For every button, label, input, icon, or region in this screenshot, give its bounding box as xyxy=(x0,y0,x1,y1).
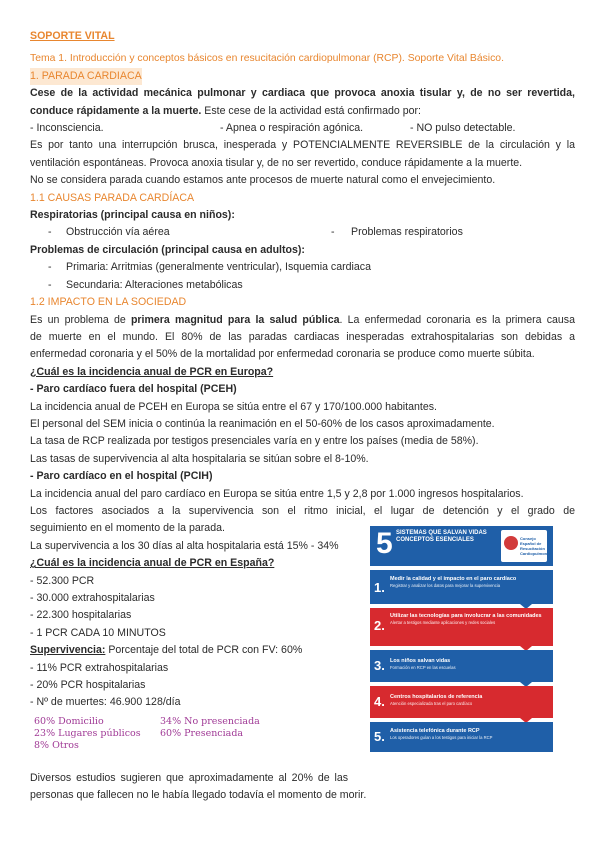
superv-item: - 11% PCR extrahospitalarias xyxy=(30,661,169,674)
sign-item: - Inconsciencia. xyxy=(30,122,104,135)
hand-note: 8% Otros xyxy=(34,739,79,751)
superv-item: - Nº de muertes: 46.900 128/día xyxy=(30,696,181,709)
final-line: personas que fallecen no le había llegado todavía el momento de morir. xyxy=(30,789,367,802)
section-1-paragraph xyxy=(30,85,575,120)
tema-title: Tema 1. Introducción y conceptos básicos en resucitación cardiopulmonar (RCP). Soporte Vital Básico. xyxy=(30,53,504,65)
sign-item: - NO pulso detectable. xyxy=(410,122,516,135)
infographic-step: 2. Utilizar las tecnologías para involucrar a las comunidades Alertar a testigos mediante aplicaciones y redes sociales xyxy=(370,608,553,646)
list-item: - Secundaria: Alteraciones metabólicas xyxy=(48,278,243,291)
resp-list: - Obstrucción vía aérea - Problemas respiratorios xyxy=(30,224,575,241)
infographic-5-systems xyxy=(370,526,553,752)
infographic-title: SISTEMAS QUE SALVAN VIDAS CONCEPTOS ESENCIALES xyxy=(396,530,487,543)
section-1-1-title: 1.1 CAUSAS PARADA CARDÍACA xyxy=(30,191,195,204)
question-europa: ¿Cuál es la incidencia anual de PCR en Europa? xyxy=(30,365,274,378)
logo-text: Consejo Español de Resucitación Cardiopulmonar xyxy=(520,536,551,556)
infographic-header xyxy=(370,526,553,566)
supervivencia-line: Supervivencia: Porcentaje del total de PCR con FV: 60% xyxy=(30,644,303,657)
section-1-title: 1. PARADA CARDIACA xyxy=(30,68,142,85)
pceh-line: La incidencia anual de PCEH en Europa se sitúa entre el 67 y 170/100.000 habitantes. xyxy=(30,400,437,413)
signs-row xyxy=(30,120,575,137)
infographic-step: 1. Medir la calidad y el impacto en el paro cardíaco Registrar y analizar los datos para mejorar la supervivencia xyxy=(370,570,553,604)
infographic-step: 3. Los niños salvan vidas Formación en RCP en las escuelas xyxy=(370,650,553,682)
resp-title: Respiratorias (principal causa en niños): xyxy=(30,209,235,222)
section-1-2-title: 1.2 IMPACTO EN LA SOCIEDAD xyxy=(30,296,187,309)
superv-item: - 20% PCR hospitalarias xyxy=(30,679,146,692)
hand-note: 60% Presenciada xyxy=(160,727,244,739)
paragraph-line: enfermedad coronaria y el 50% de la mortalidad por enfermedad coronaria se produce como muerte súbita. xyxy=(30,348,535,361)
pcih-line: La supervivencia a los 30 días al alta hospitalaria está 15% - 34% xyxy=(30,539,339,552)
hand-note: 23% Lugares públicos xyxy=(34,727,141,739)
pceh-line: Las tasas de supervivencia al alta hospitalaria se sitúan sobre el 8-10%. xyxy=(30,452,369,465)
document-heading: SOPORTE VITAL xyxy=(30,30,115,42)
final-line: Diversos estudios sugieren que aproximadamente al 20% de las xyxy=(30,771,349,784)
paragraph-line: Es por tanto una interrupción brusca, inesperada y POTENCIALMENTE REVERSIBLE de la circulación y la xyxy=(30,139,575,152)
pcih-line: Los factores asociados a la supervivencia son el ritmo inicial, el lugar de detención y el grado de xyxy=(30,504,575,517)
list-item: Obstrucción vía aérea xyxy=(66,226,170,239)
paragraph-line: ventilación espontáneas. Provoca anoxia tisular y, de no ser revertido, conduce rápidamente a la muerte. xyxy=(30,156,523,169)
infographic-number: 5 xyxy=(376,527,393,560)
sign-item: - Apnea o respiración agónica. xyxy=(220,122,364,135)
infographic-step: 4. Centros hospitalarios de referencia Atención especializada tras el paro cardíaco xyxy=(370,686,553,718)
pcih-line: seguimiento en el momento de la parada. xyxy=(30,522,225,535)
list-item: - Primaria: Arritmias (generalmente ventricular), Isquemia cardiaca xyxy=(48,261,371,274)
hand-note: 60% Domicilio xyxy=(34,715,104,727)
question-espana: ¿Cuál es la incidencia anual de PCR en España? xyxy=(30,557,275,570)
definition-bold: Cese de la actividad mecánica pulmonar y cardiaca que provoca anoxia tisular y, de no ser revertida, conduce rápidamente a la muerte. xyxy=(30,87,575,117)
espana-item: - 22.300 hospitalarias xyxy=(30,609,132,622)
pceh-line: La tasa de RCP realizada por testigos presenciales varía en y entre los países (media de 58%). xyxy=(30,435,479,448)
paragraph-line: de muerte en el mundo. El 80% de las paradas cardiacas inesperadas extrahospitalarias son debidas a xyxy=(30,330,575,343)
espana-item: - 30.000 extrahospitalarias xyxy=(30,592,155,604)
list-item: Problemas respiratorios xyxy=(351,226,463,239)
infographic-step: 5. Asistencia telefónica durante RCP Los operadores guían a los testigos para iniciar la RCP xyxy=(370,722,553,752)
espana-item: - 1 PCR CADA 10 MINUTOS xyxy=(30,626,166,639)
paragraph-line: No se considera parada cuando estamos ante procesos de muerte natural como el envejecimiento. xyxy=(30,174,496,187)
pceh-line: El personal del SEM inicia o continúa la reanimación en el 50-60% de los casos aproximadamente. xyxy=(30,417,495,430)
espana-item: - 52.300 PCR xyxy=(30,574,95,587)
paragraph-line: Es un problema de primera magnitud para la salud pública. La enfermedad coronaria es la primera causa xyxy=(30,313,575,326)
circ-title: Problemas de circulación (principal causa en adultos): xyxy=(30,243,305,256)
pcih-line: La incidencia anual del paro cardíaco en Europa se sitúa entre 1,5 y 2,8 por 1.000 ingresos hospitalarios. xyxy=(30,487,524,500)
logo xyxy=(501,530,551,562)
pceh-title: - Paro cardíaco fuera del hospital (PCEH) xyxy=(30,383,237,396)
hand-note: 34% No presenciada xyxy=(160,715,260,727)
heart-icon xyxy=(504,536,518,550)
definition-rest: Este cese de la actividad está confirmado por: xyxy=(201,104,421,117)
pcih-title: - Paro cardíaco en el hospital (PCIH) xyxy=(30,470,213,483)
